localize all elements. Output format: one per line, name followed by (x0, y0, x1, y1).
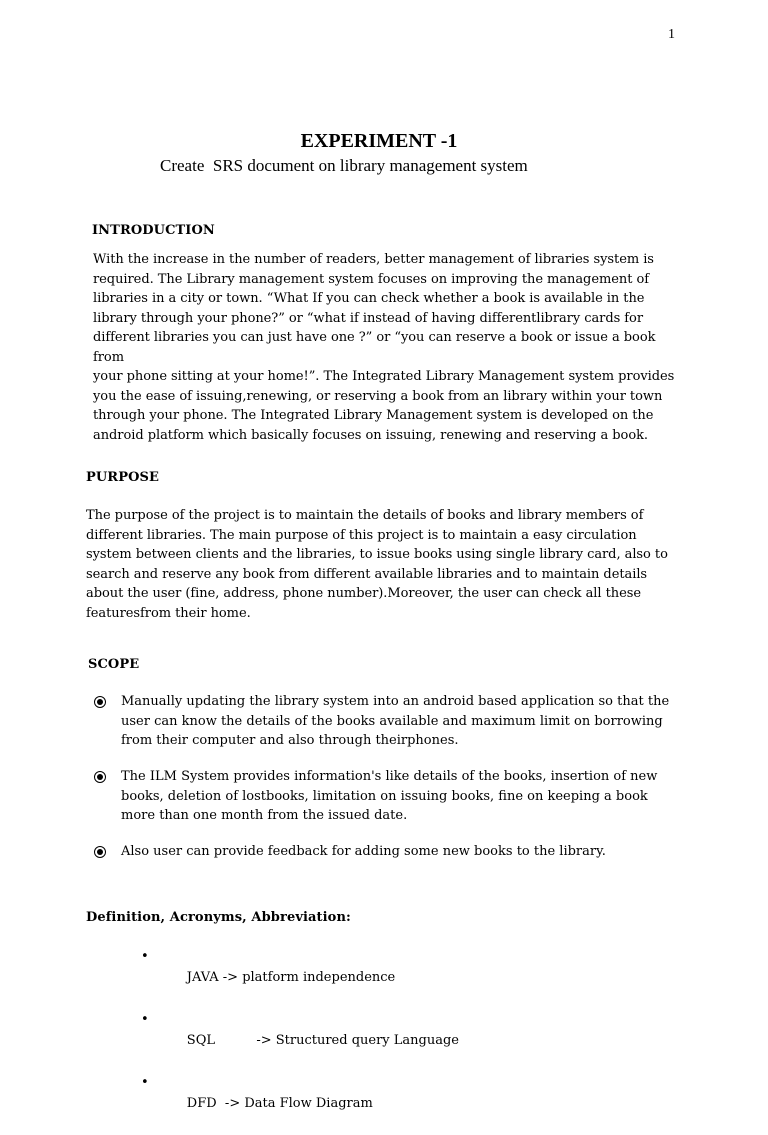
paragraph-line: required. The Library management system focuses on improving the management of (93, 271, 650, 287)
paragraph-line: you the ease of issuing,renewing, or reserving a book from an library within your town (93, 388, 663, 404)
scope-heading: SCOPE (88, 657, 140, 672)
paragraph-line: With the increase in the number of readers, better management of libraries system is (93, 252, 654, 267)
paragraph-line: about the user (fine, address, phone number).Moreover, the user can check all these (86, 586, 641, 601)
paragraph-line: search and reserve any book from different available libraries and to maintain details (86, 566, 648, 582)
definitions-list (138, 946, 459, 1135)
paragraph-line: your phone sitting at your home!”. The Integrated Library Management system provides (93, 369, 675, 384)
scope-item-text (121, 842, 606, 862)
scope-item-text (121, 767, 657, 826)
definition-text: DFD -> Data Flow Diagram (186, 1096, 373, 1111)
scope-item-text (121, 692, 669, 751)
page-number: 1 (668, 27, 675, 42)
definition-text: JAVA -> platform independence (186, 970, 396, 985)
scope-line: The ILM System provides information's like details of the books, insertion of new (121, 769, 658, 784)
radio-bullet-icon (94, 771, 106, 783)
paragraph-line: system between clients and the libraries, to issue books using single library card, also to (86, 547, 668, 562)
paragraph-line: The purpose of the project is to maintain the details of books and library members of (86, 508, 644, 523)
list-item (138, 1009, 459, 1072)
paragraph-line: through your phone. The Integrated Library Management system is developed on the (93, 408, 654, 423)
paragraph-line: from (93, 349, 124, 365)
scope-line: user can know the details of the books available and maximum limit on borrowing (121, 713, 663, 729)
scope-line: Manually updating the library system into an android based application so that the (121, 694, 670, 709)
page-subtitle: Create SRS document on library management system (160, 156, 528, 175)
paragraph-line: different libraries. The main purpose of this project is to maintain a easy circulation (86, 527, 637, 543)
definitions-heading: Definition, Acronyms, Abbreviation: (86, 910, 351, 925)
introduction-paragraph (93, 250, 674, 445)
scope-line: more than one month from the issued date. (121, 808, 408, 823)
bullet-icon: • (141, 1012, 149, 1027)
scope-line: books, deletion of lostbooks, limitation on issuing books, fine on keeping a book (121, 788, 648, 804)
purpose-heading: PURPOSE (86, 470, 160, 485)
scope-line: from their computer and also through theirphones. (121, 733, 459, 748)
paragraph-line: libraries in a city or town. “What If you can check whether a book is available in the (93, 291, 645, 306)
paragraph-line: library through your phone?” or “what if instead of having differentlibrary cards for (93, 310, 643, 326)
radio-bullet-icon (94, 846, 106, 858)
page-title: EXPERIMENT -1 (300, 130, 458, 152)
definition-text: SQL -> Structured query Language (186, 1033, 459, 1048)
list-item (138, 1072, 459, 1135)
purpose-paragraph (86, 506, 668, 623)
list-item (138, 946, 459, 1009)
bullet-icon: • (141, 1075, 149, 1090)
paragraph-line: featuresfrom their home. (86, 605, 251, 621)
introduction-heading: INTRODUCTION (92, 223, 215, 238)
scope-line: Also user can provide feedback for adding some new books to the library. (121, 844, 606, 859)
radio-bullet-icon (94, 696, 106, 708)
paragraph-line: android platform which basically focuses on issuing, renewing and reserving a book. (93, 427, 649, 443)
bullet-icon: • (141, 949, 149, 964)
paragraph-line: different libraries you can just have one ?” or “you can reserve a book or issue a book (93, 330, 656, 345)
